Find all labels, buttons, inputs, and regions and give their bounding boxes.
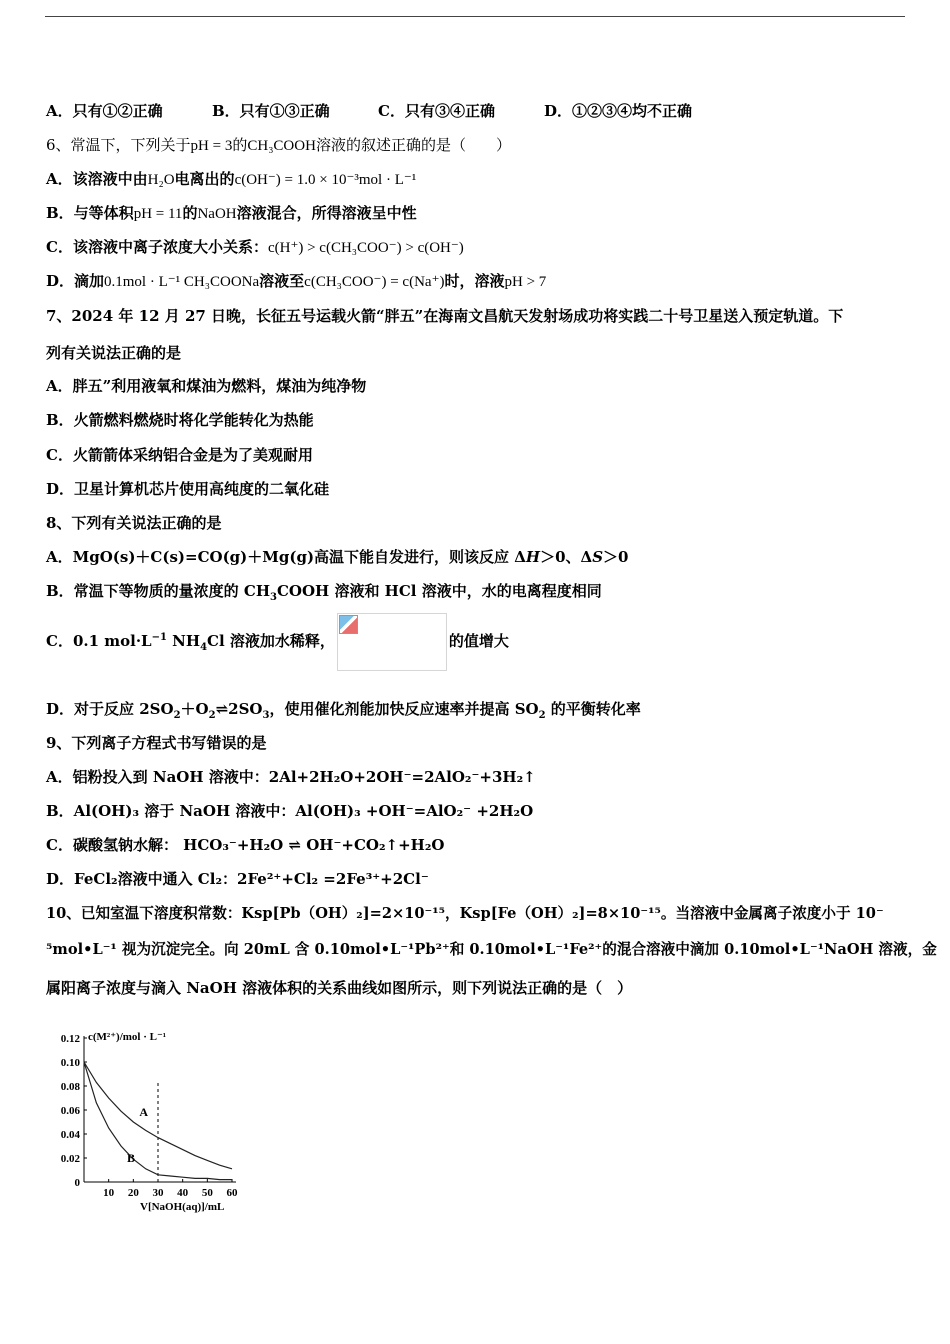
q9-option-a[interactable]: A．铝粉投入到 NaOH 溶液中：2Al+2H₂O+2OH⁻=2AlO₂⁻+3H₂↑ <box>46 768 536 786</box>
q8-b-text: COOH 溶液和 HCl 溶液中，水的电离程度相同 <box>276 582 602 600</box>
missing-formula-image <box>337 613 447 671</box>
q8-d-text: ，使用催化剂能加快反应速率并提高 SO <box>269 700 539 718</box>
q8-d-sub: 2 <box>538 710 546 721</box>
x-tick-label: 20 <box>127 1187 139 1199</box>
x-axis-label: V[NaOH(aq)]/mL <box>140 1201 225 1213</box>
q6-d-text: 时，溶液 <box>444 272 505 290</box>
q9-option-d[interactable]: D．FeCl₂溶液中通入 Cl₂：2Fe²⁺+Cl₂ =2Fe³⁺+2Cl⁻ <box>46 870 429 888</box>
q6-option-a[interactable] <box>46 169 416 190</box>
q8-d-text: ＋O <box>180 700 209 718</box>
q7-stem-line1: 7、2024 年 12 月 27 日晚，长征五号运载火箭“胖五”在海南文昌航天发射场成功将实践二十号卫星送入预定轨道。下 <box>46 307 844 325</box>
q5-option-c[interactable]: C．只有③④正确 <box>378 102 495 120</box>
q5-option-d[interactable]: D．①②③④均不正确 <box>544 102 693 120</box>
header-rule <box>45 16 905 17</box>
q6-stem-text: 6、常温下，下列关于 <box>46 136 191 154</box>
q8-option-d[interactable] <box>46 699 641 719</box>
q8-option-b[interactable] <box>46 581 602 601</box>
y-tick-label: 0.02 <box>60 1153 80 1165</box>
q8-c-sub: 4 <box>200 642 208 653</box>
q10-stem-line2: ⁵mol•L⁻¹ 视为沉淀完全。向 20mL 含 0.10mol•L⁻¹Pb²⁺和 0.10mol•L⁻¹Fe²⁺的混合溶液中滴加 0.10mol•L⁻¹NaOH 溶液，金 <box>46 941 937 958</box>
q7-option-d[interactable]: D．卫星计算机芯片使用高纯度的二氧化硅 <box>46 480 330 498</box>
q6-b-text: 溶液混合，所得溶液呈中性 <box>236 204 417 222</box>
q10-stem-line3: 属阳离子浓度与滴入 NaOH 溶液体积的关系曲线如图所示，则下列说法正确的是（ ） <box>46 979 633 997</box>
x-tick-label: 60 <box>226 1187 238 1199</box>
q6-option-c[interactable] <box>46 237 464 258</box>
y-tick-label: 0.08 <box>60 1081 80 1093</box>
y-axis-label: c(M²⁺)/mol · L⁻¹ <box>88 1031 167 1043</box>
q6-a-expr: c(OH⁻) = 1.0 × 10⁻³mol · L⁻¹ <box>234 172 417 188</box>
q7-stem-line2: 列有关说法正确的是 <box>46 344 182 362</box>
q8-a-h: H <box>525 548 541 566</box>
q8-b-text: B．常温下等物质的量浓度的 CH <box>46 582 271 600</box>
q9-option-b[interactable]: B．Al(OH)₃ 溶于 NaOH 溶液中：Al(OH)₃ +OH⁻=AlO₂⁻ +2H₂O <box>46 802 534 820</box>
q6-stem-text: 溶液的叙述正确的是（ ） <box>315 136 511 154</box>
y-axis-ticks <box>61 1033 87 1189</box>
q8-a-s: S <box>592 548 604 566</box>
q5-option-b[interactable]: B．只有①③正确 <box>212 102 330 120</box>
q6-d-text: D．滴加 <box>46 272 105 290</box>
q6-stem-text: 的 <box>232 136 248 154</box>
q6-d-ph: pH > 7 <box>504 274 547 290</box>
q8-c-text: 的值增大 <box>448 632 509 650</box>
q8-d-text: D．对于反应 2SO <box>46 700 174 718</box>
q8-option-a[interactable] <box>46 547 628 567</box>
q8-c-text: C．0.1 mol·L <box>46 632 152 650</box>
q6-b-text: 的 <box>182 204 198 222</box>
x-tick-label: 30 <box>152 1187 164 1199</box>
broken-image-icon <box>339 615 358 634</box>
x-tick-label: 50 <box>201 1187 213 1199</box>
q10-stem-line1: 10、已知室温下溶度积常数：Ksp[Pb（OH）₂]=2×10⁻¹⁵，Ksp[Fe（OH）₂]=8×10⁻¹⁵。当溶液中金属离子浓度小于 10⁻ <box>46 905 884 922</box>
q6-c-expr: c(H⁺) > c(CH₃COO⁻) > c(OH⁻) <box>267 240 464 256</box>
q6-b-chem: NaOH <box>197 206 237 222</box>
q6-option-d[interactable] <box>46 271 546 292</box>
q6-b-ph: pH = 11 <box>133 206 183 222</box>
q6-d-chem: 0.1mol · L⁻¹ CH₃COONa <box>104 274 260 290</box>
q8-c-sup: −1 <box>151 632 167 643</box>
q9-stem: 9、下列离子方程式书写错误的是 <box>46 734 267 752</box>
q8-d-text: 的平衡转化率 <box>545 700 641 718</box>
q8-a-text: A．MgO(s)＋C(s)=CO(g)＋Mg(g)高温下能自发进行，则该反应 Δ <box>46 548 526 566</box>
q8-c-text: Cl 溶液加水稀释， <box>207 632 335 650</box>
q8-d-sub: 2 <box>208 710 216 721</box>
q8-d-sub: 3 <box>262 710 270 721</box>
q7-option-a[interactable]: A．胖五”利用液氧和煤油为燃料，煤油为纯净物 <box>46 377 367 395</box>
q8-option-c[interactable] <box>46 612 509 671</box>
q5-option-a[interactable]: A．只有①②正确 <box>46 102 163 120</box>
q6-a-text: 电离出的 <box>174 170 235 188</box>
q5-options <box>46 101 692 121</box>
q6-ph: pH = 3 <box>190 138 233 154</box>
q8-c-text: NH <box>166 632 201 650</box>
q6-c-text: C．该溶液中离子浓度大小关系： <box>46 238 268 256</box>
q6-a-chem: H₂O <box>147 172 175 188</box>
q8-stem: 8、下列有关说法正确的是 <box>46 514 222 532</box>
series-label-A: A <box>139 1105 149 1119</box>
q6-d-text: 溶液至 <box>259 272 305 290</box>
q8-d-text: ⇌2SO <box>215 700 263 718</box>
y-tick-label: 0 <box>74 1177 80 1189</box>
y-tick-label: 0.12 <box>60 1033 80 1045</box>
q7-option-b[interactable]: B．火箭燃料燃烧时将化学能转化为热能 <box>46 411 314 429</box>
x-tick-label: 10 <box>103 1187 115 1199</box>
x-tick-label: 40 <box>177 1187 189 1199</box>
y-tick-label: 0.04 <box>60 1129 80 1141</box>
y-tick-label: 0.06 <box>60 1105 80 1117</box>
q8-a-text: ＞0、Δ <box>540 548 593 566</box>
q10-concentration-chart <box>40 1020 260 1220</box>
q8-d-sub: 2 <box>173 710 181 721</box>
q9-option-c[interactable]: C．碳酸氢钠水解： HCO₃⁻+H₂O ⇌ OH⁻+CO₂↑+H₂O <box>46 836 445 854</box>
q6-chem: CH₃COOH <box>247 138 316 154</box>
q7-option-c[interactable]: C．火箭箭体采纳铝合金是为了美观耐用 <box>46 446 313 464</box>
q8-b-sub: 3 <box>270 592 277 603</box>
q8-a-text: ＞0 <box>603 548 629 566</box>
q6-b-text: B．与等体积 <box>46 204 134 222</box>
series-label-B: B <box>127 1151 136 1165</box>
q6-a-text: A．该溶液中由 <box>46 170 148 188</box>
q6-d-expr: c(CH₃COO⁻) = c(Na⁺) <box>304 274 445 290</box>
q6-option-b[interactable] <box>46 203 417 224</box>
q6-stem <box>46 135 511 156</box>
y-tick-label: 0.10 <box>60 1057 80 1069</box>
